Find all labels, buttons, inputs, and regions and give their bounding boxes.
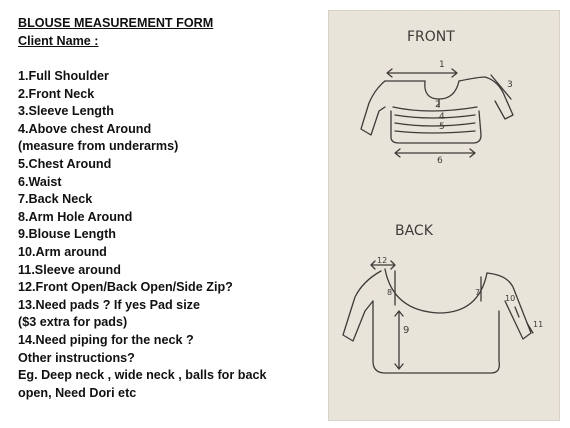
front-number-1: 1 bbox=[439, 60, 445, 70]
list-item: Eg. Deep neck , wide neck , balls for back bbox=[18, 368, 267, 383]
measurement-form bbox=[18, 14, 318, 402]
list-item: 11.Sleeve around bbox=[18, 262, 121, 277]
measurement-sketch bbox=[328, 10, 560, 421]
list-item: 5.Chest Around bbox=[18, 156, 112, 171]
list-item: 2.Front Neck bbox=[18, 86, 95, 101]
front-number-4: 4 bbox=[439, 112, 445, 122]
front-blouse-drawing bbox=[361, 69, 513, 157]
back-number-7: 7 bbox=[475, 288, 481, 297]
back-blouse-drawing bbox=[343, 261, 533, 373]
back-number-8: 8 bbox=[387, 288, 393, 297]
list-item: (measure from underarms) bbox=[18, 139, 179, 154]
list-item: 9.Blouse Length bbox=[18, 227, 116, 242]
client-name-label: Client Name : bbox=[18, 34, 99, 48]
list-item: 13.Need pads ? If yes Pad size bbox=[18, 297, 200, 312]
front-label: FRONT bbox=[407, 29, 455, 45]
back-label: BACK bbox=[395, 223, 433, 239]
list-item: open, Need Dori etc bbox=[18, 385, 137, 400]
list-item: 4.Above chest Around bbox=[18, 121, 152, 136]
back-number-12: 12 bbox=[377, 256, 388, 265]
list-item: 12.Front Open/Back Open/Side Zip? bbox=[18, 280, 233, 295]
front-number-2: 2 bbox=[435, 100, 441, 110]
list-item: 10.Arm around bbox=[18, 244, 107, 259]
measurement-list bbox=[18, 68, 318, 402]
front-number-6: 6 bbox=[437, 156, 443, 166]
list-item: ($3 extra for pads) bbox=[18, 315, 128, 330]
list-item: 7.Back Neck bbox=[18, 192, 93, 207]
list-item: 14.Need piping for the neck ? bbox=[18, 332, 194, 347]
blouse-diagram bbox=[329, 11, 559, 420]
list-item: 3.Sleeve Length bbox=[18, 104, 114, 119]
list-item: Other instructions? bbox=[18, 350, 135, 365]
form-title: BLOUSE MEASUREMENT FORM bbox=[18, 16, 214, 30]
back-number-10: 10 bbox=[505, 294, 516, 303]
front-number-3: 3 bbox=[507, 80, 513, 90]
back-number-9: 9 bbox=[403, 325, 410, 336]
list-item: 8.Arm Hole Around bbox=[18, 209, 133, 224]
list-item: 6.Waist bbox=[18, 174, 62, 189]
list-item: 1.Full Shoulder bbox=[18, 69, 109, 83]
front-number-5: 5 bbox=[439, 122, 445, 132]
back-number-11: 11 bbox=[533, 320, 544, 329]
